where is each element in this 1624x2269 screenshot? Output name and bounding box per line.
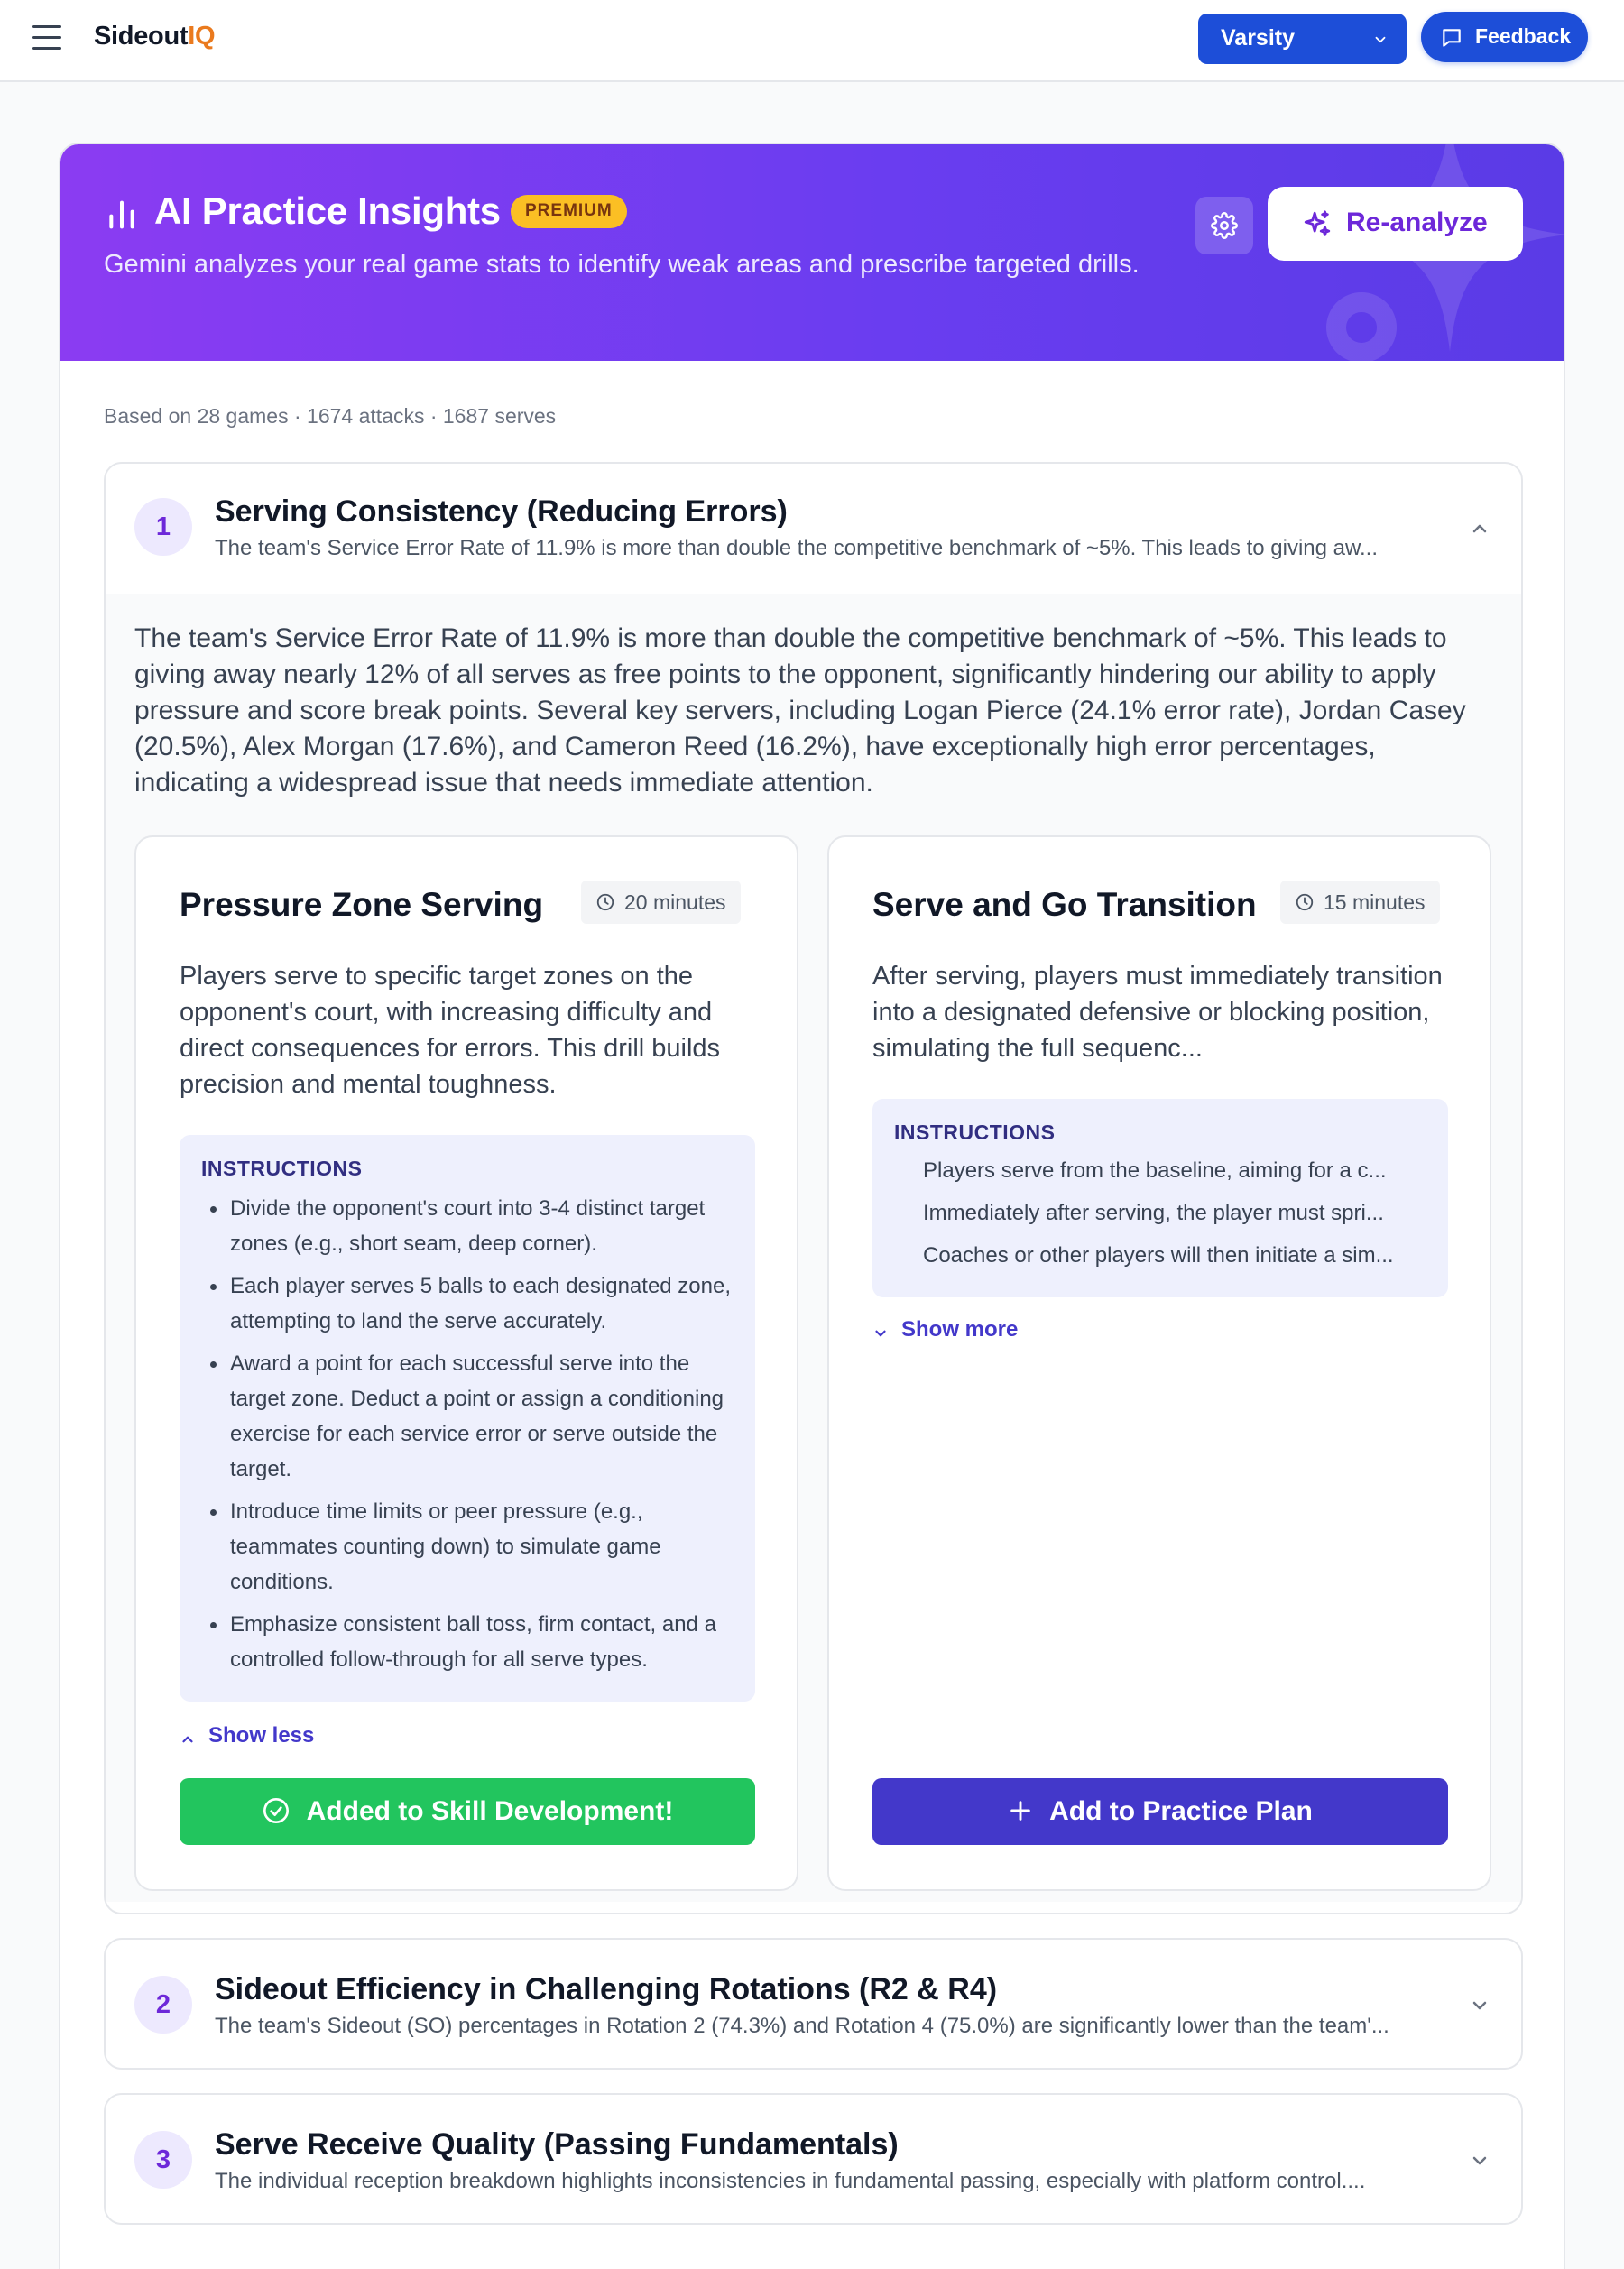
chat-bubble-icon	[1439, 26, 1464, 50]
ai-insights-card	[59, 143, 1565, 2269]
instruction-item: Award a point for each successful serve into the target zone. Deduct a point or assign a conditioning exercise for each service error or serve outside the target.	[201, 1346, 734, 1487]
drill-card-serve-and-go-transition	[827, 835, 1491, 1891]
instruction-item: Each player serves 5 balls to each designated zone, attempting to land the serve accurately.	[201, 1268, 734, 1339]
insight-section-1	[104, 462, 1523, 1914]
page-subtitle: Gemini analyzes your real game stats to identify weak areas and prescribe targeted drills.	[104, 250, 1140, 279]
hamburger-icon[interactable]	[32, 25, 61, 52]
instruction-item: Coaches or other players will then initiate a sim...	[923, 1243, 1394, 1268]
premium-badge: PREMIUM	[511, 195, 627, 228]
show-more-toggle[interactable]	[872, 1317, 1018, 1342]
insight-summary: The team's Sideout (SO) percentages in Rotation 2 (74.3%) and Rotation 4 (75.0%) are significantly lower than the team'...	[215, 2014, 1389, 2038]
clock-icon	[595, 892, 615, 912]
insights-hero-banner	[60, 144, 1565, 361]
insight-section-2[interactable]	[104, 1938, 1523, 2070]
instruction-item: Immediately after serving, the player must spri...	[923, 1201, 1384, 1225]
chevron-down-icon	[872, 1325, 889, 1342]
drill-duration: 20 minutes	[624, 890, 726, 914]
instruction-item: Players serve from the baseline, aiming for a c...	[923, 1158, 1387, 1183]
instruction-item: Divide the opponent's court into 3-4 distinct target zones (e.g., short seam, deep corner).	[201, 1191, 734, 1261]
reanalyze-label: Re-analyze	[1346, 208, 1488, 237]
action-label: Add to Practice Plan	[1049, 1796, 1313, 1826]
drill-instructions-panel	[180, 1135, 755, 1702]
insight-number-badge: 1	[134, 498, 192, 556]
plus-icon	[1008, 1798, 1033, 1823]
drill-description: Players serve to specific target zones on the opponent's court, with increasing difficulty and direct consequences for errors. This drill builds precision and mental toughness.	[180, 962, 721, 1099]
insight-summary: The individual reception breakdown highlights inconsistencies in fundamental passing, especially with platform control....	[215, 2169, 1366, 2193]
insight-description: The team's Service Error Rate of 11.9% is more than double the competitive benchmark of ~5%. This leads to giving away nearly 12% of all serves as free points to the opponent, significantly hindering our ability to apply pressure and score break points. Several key servers, including Logan Pierce (24.1% error rate), Jordan Casey (20.5%), Alex Morgan (17.6%), and Cameron Reed (16.2%), have exceptionally high error percentages, indicating a widespread issue that needs immediate attention.	[134, 623, 1466, 798]
instructions-label: INSTRUCTIONS	[201, 1157, 363, 1180]
drill-duration-badge	[1280, 881, 1440, 924]
brand-name: Sideout	[94, 22, 189, 51]
brand-accent: IQ	[188, 22, 216, 51]
settings-button[interactable]	[1195, 197, 1253, 254]
gear-icon	[1211, 212, 1238, 239]
instructions-list	[201, 1191, 734, 1684]
insight-title: Serving Consistency (Reducing Errors)	[215, 494, 788, 529]
insight-title: Serve Receive Quality (Passing Fundamentals)	[215, 2127, 899, 2162]
instruction-item: Emphasize consistent ball toss, firm contact, and a controlled follow-through for all serve types.	[201, 1607, 734, 1677]
top-nav-bar	[0, 0, 1624, 82]
add-to-practice-plan-button[interactable]	[872, 1778, 1448, 1845]
insight-summary: The team's Service Error Rate of 11.9% is more than double the competitive benchmark of ~5%. This leads to giving aw...	[215, 536, 1379, 560]
chevron-down-icon[interactable]	[1469, 1995, 1490, 2016]
chevron-down-icon	[1372, 32, 1389, 48]
page-title: AI Practice Insights	[154, 189, 501, 232]
sparkles-icon	[1302, 209, 1333, 240]
drill-duration-badge	[581, 881, 741, 924]
check-circle-icon	[262, 1796, 291, 1825]
insight-title: Sideout Efficiency in Challenging Rotations (R2 & R4)	[215, 1972, 998, 2006]
chevron-down-icon[interactable]	[1469, 2150, 1490, 2172]
drill-title: Serve and Go Transition	[872, 886, 1257, 923]
team-select-value: Varsity	[1221, 25, 1296, 51]
show-less-toggle[interactable]	[180, 1723, 314, 1748]
drill-card-pressure-zone-serving	[134, 835, 798, 1891]
team-select-dropdown[interactable]	[1198, 14, 1407, 64]
instructions-label: INSTRUCTIONS	[894, 1121, 1056, 1144]
brand-logo[interactable]	[94, 22, 215, 51]
bar-chart-icon	[104, 197, 140, 233]
feedback-button[interactable]	[1421, 12, 1588, 62]
instructions-list	[894, 1153, 1434, 1280]
drill-instructions-panel	[872, 1099, 1448, 1297]
show-less-label: Show less	[208, 1723, 315, 1748]
insight-number-badge: 3	[134, 2131, 192, 2189]
reanalyze-button[interactable]	[1268, 187, 1523, 261]
drill-description: After serving, players must immediately transition into a designated defensive or blocking position, simulating the full sequenc...	[872, 962, 1443, 1063]
drill-title: Pressure Zone Serving	[180, 886, 544, 923]
action-label: Added to Skill Development!	[306, 1796, 674, 1826]
chevron-up-icon	[180, 1731, 196, 1748]
feedback-label: Feedback	[1475, 24, 1572, 48]
added-to-skill-development-button[interactable]	[180, 1778, 755, 1845]
drill-duration: 15 minutes	[1324, 890, 1426, 914]
analysis-stats-summary: Based on 28 games · 1674 attacks · 1687 serves	[104, 404, 557, 428]
insight-body-1	[106, 594, 1521, 1902]
instruction-item: Introduce time limits or peer pressure (e.g., teammates counting down) to simulate game conditions.	[201, 1494, 734, 1600]
chevron-up-icon[interactable]	[1469, 518, 1490, 540]
insight-header-1[interactable]	[106, 464, 1521, 594]
insight-number-badge: 2	[134, 1976, 192, 2034]
insight-section-3[interactable]	[104, 2093, 1523, 2225]
clock-icon	[1295, 892, 1315, 912]
show-more-label: Show more	[901, 1317, 1019, 1342]
